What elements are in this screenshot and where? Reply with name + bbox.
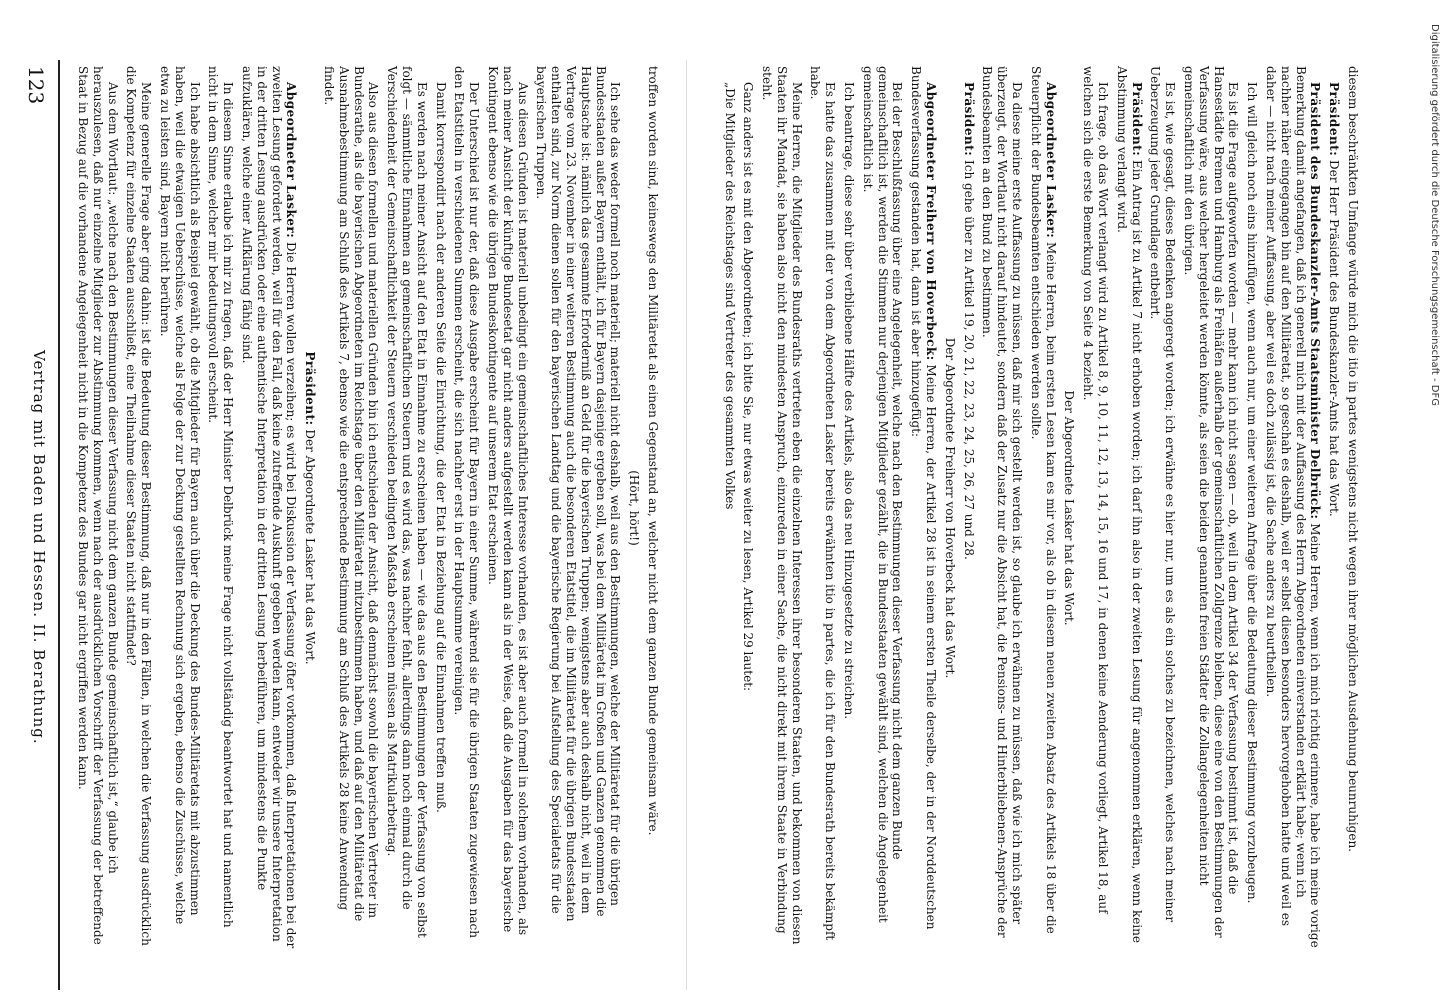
paragraph — [1263, 66, 1322, 950]
speaker-name: Präsident: — [1327, 82, 1342, 157]
paragraph — [321, 66, 380, 950]
paragraph — [534, 66, 623, 950]
paragraph-text: Also aus diesen formellen und materiellen Gründen bin ich entschieden der Ansicht, daß demnächst sowohl die bayerischen Vertreter im Bundesrathe, als die bayerischen Abgeordneten im Reichstage über den Militäretat mitzubestimmen haben, und daß auf den Militäretat die Ausnahmebestimmung am Schluß des Artikels 7, ebenso wie die entsprechende Bestimmung am Schluß des Artikels 28 keine Anwendung findet. — [322, 66, 381, 922]
paragraph — [1148, 66, 1178, 950]
running-title: Vertrag mit Baden und Hessen. II. Berathung. — [30, 350, 48, 745]
speaker-name: Präsident: — [1129, 82, 1144, 157]
paragraph — [124, 66, 154, 950]
paragraph-text: Bei der Beschlußfassung über eine Angelegenheit, welche nach den Bestimmungen dieser Verfassung nicht dem ganzen Bunde gemeinschaftlich ist, werden die Stimmen nur derjenigen Mitglieder gezählt, die in Bundesstaaten gewählt sind, welchen die Angelegenheit gemeinschaftlich ist. — [860, 66, 905, 923]
paragraph-text: diesem beschränkten Umfange würde mich die itio in partes wenigstens nicht wegen ihrer möglichen Ausdehnung beunruhigen. — [1346, 66, 1360, 852]
paragraph — [841, 66, 856, 950]
paragraph-text: Ich frage, ob das Wort verlangt wird zu Artikel 8, 9, 10, 11, 12, 13, 14, 15, 16 und 17, in denen keine Aenderung vorliegt, Artikel 18, auf welchen sich die erste Bemerkung von Seite 4 bezieht. — [1081, 66, 1111, 914]
paragraph-text: Meine Herren, der Artikel 28 ist in seinem ersten Theile derselbe, der in der Norddeutschen Bundesverfassung gestanden hat, dann ist aber hinzugefügt: — [909, 66, 939, 930]
paragraph — [433, 66, 448, 950]
paragraph — [1080, 66, 1110, 950]
paragraph-text: Es ist, wie gesagt, dieses Bedenken angeregt worden; ich erwähne es hier nur, um es als ein solches zu bezeichnen, welches nach meiner Ueberzeugung jeder Grundlage entbehrt. — [1148, 66, 1178, 923]
speaker-name: Abgeordneter Lasker: — [284, 82, 299, 239]
paragraph — [239, 66, 298, 950]
paragraph — [1326, 66, 1341, 950]
paragraph-text: Ganz anders ist es mit den Abgeordneten; ich bitte Sie, nur etwas weiter zu lesen, Artikel 29 lautet: — [741, 82, 756, 692]
dfg-watermark: Digitalisierung gefördert durch die Deutsche Forschungsgemeinschaft - DFG — [1429, 24, 1440, 407]
paragraph — [1028, 66, 1058, 950]
paragraph — [1244, 66, 1259, 950]
left-column — [40, 66, 660, 950]
speaker-name: Abgeordneter Lasker: — [1043, 82, 1058, 239]
paragraph — [206, 66, 236, 950]
paragraph-text: Der Unterschied ist nur der, daß diese Ausgabe erscheint für Bayern in einer Summe, während sie für die übrigen Staaten zugewiesen nach den Etatstiteln in verschiedenen Summen erscheint, die sich nachher erst in der Hauptsumme vereinigen. — [452, 66, 482, 938]
paragraph — [75, 66, 119, 950]
paragraph-text: Ich gehe über zu Artikel 19, 20, 21, 22, 23, 24, 25, 26, 27 und 28. — [961, 160, 976, 560]
paragraph — [860, 66, 904, 950]
paragraph — [908, 66, 938, 950]
paragraph-text: Aus diesen Gründen ist materiell unbedingt ein gemeinschaftliches Interesse vorhanden, es ist aber auch formell in solchem vorhanden, als nach meiner Ansicht der künftige Bundesetat gar nicht anders aufgestellt werden kann als in der Weise, daß die Ausgaben für das bayerische Kontingent ebenso wie die übrigen Bundeskontingente auf unserem Etat erscheinen. — [486, 66, 530, 936]
paragraph-text: Da diese meine erste Auffassung zu müssen, daß mir sich gestellt werden ist, so glaube ich erwähnen zu müssen, daß wie ich mich später überzeugt, der Wortlaut nicht darauf hindeutet, sondern daß der Zusatz nur die Absicht hat, die Pensions- und Hinterbliebenen-Ansprüche der Bundesbeamten an den Bund zu bestimmen. — [980, 66, 1025, 938]
paragraph-text: Ich sehe das weder formell noch materiell; materiell nicht deshalb, weil aus den Bestimmungen, welche der Militäretat für die übrigen Bundesstaaten außer Bayern enthält, ich für Bayern dasjenige ergeben soll, was bei dem Militäretat im Großen und Ganzen genommen die Hauptsache ist: nämlich das gesammte Erforderniß an Geld für die bayerischen Truppen; wenigstens aber auch deshalb nicht, weil in dem Vertrage vom 23. November in einer weiteren Bestimmung auch die besonderen Etatstitel, die im Militäretat für die übrigen Bundesstaaten enthalten sind, zur Norm dienen sollen für den bayerischen Landtag und die bayerische Regierung bei Aufstellung des Specialetats für die bayerischen Truppen. — [534, 66, 623, 922]
paragraph — [722, 66, 737, 950]
paragraph — [980, 66, 1024, 950]
speaker-name: Präsident: — [961, 82, 976, 157]
paragraph-text: Ein Antrag ist zu Artikel 7 nicht erhoben worden; ich darf ihn also in der zweiten Lesung für angenommen erklären, wenn keine Abstimmung verlangt wird. — [1114, 66, 1144, 943]
paragraph-text: Meine Herren, wenn ich mich richtig erinnere, habe ich meine vorige Bemerkung damit angefangen, daß ich generell mich mit der Auffassung des Herrn Abgeordneten einverstanden erklärt habe; wenn ich nachher näher eingegangen bin auf den Militäretat, so geschah es deshalb, weil er selbst diesen besonders hervorgehoben hatte und weil es daher — nicht nach meiner Auffassung, aber weil es doch zulässig ist, die Sache anders zu beurtheilen. — [1264, 66, 1323, 948]
paragraph-text: Meine Herren, die Mitglieder des Bundesraths vertreten eben die einzelnen Interessen ihrer besonderen Staaten, und bekommen von diesen Staaten ihr Mandat, sie haben also nicht den mindesten Anspruch, einzureden in einer Sache, die nicht direkt mit ihrem Staate in Verbindung steht. — [760, 66, 804, 945]
paragraph — [384, 66, 428, 950]
speaker-name: Präsident des Bundeskanzler-Amts Staatsminister Delbrück: — [1308, 82, 1323, 520]
paragraph-text: Ich habe absichtlich als Beispiel gewählt, ob die Mitglieder für Bayern auch über die Deckung des Bundes-Militäretats mit abzustimmen haben, weil die etwaigen Ueberschüsse, welche als Folge der zur Deckung gestellten Rechnung sich ergeben, ebenso die Zuschüsse, welche etwa zu leisten sind, Bayern nicht berühren. — [158, 66, 202, 925]
paragraph-text: (Hört, hört!) — [627, 470, 642, 546]
paragraph — [302, 66, 317, 950]
paragraph-text: Aus dem Wortlaut: „welche nach den Bestimmungen dieser Verfassung nicht dem ganzen Bunde gemeinschaftlich ist,“ glaube ich herauszulesen, daß nur einzelne Mitglieder zur Abstimmung kommen, wenn nach der ausdrücklichen Vorschrift der Verfassung der betreffende Staat in Bezug auf die vorhandene Angelegenheit nicht in die Kompetenz des Bundes gar nicht ergriffen werden kann. — [76, 66, 120, 945]
paragraph-text: Meine generelle Frage aber ging dahin: ist die Bedeutung dieser Bestimmung, daß nur in den Fällen, in welchen die Verfassung ausdrücklich die Kompetenz für einzelne Staaten ausschließt, eine Theilnahme dieser Staaten nicht stattfindet? — [124, 66, 154, 946]
paragraph-text: Es ist die Frage aufgeworfen worden — mehr kann ich nicht sagen — ob, weil in dem Artikel 34 der Verfassung bestimmt ist, daß die Hansestädte Bremen und Hamburg als Freihäfen außerhalb der gemeinschaftlichen Zollgrenze bleiben, diese eine von den Bestimmungen der Verfassung wäre, aus welcher hergeleitet werden könnte, als seien die beiden genannten freien Städter die Zollangelegenheiten nicht gemeinschaftlich mit den übrigen. — [1182, 66, 1241, 938]
paragraph-text: troffen worden sind, keineswegs den Militäretat als einen Gegenstand an, welcher nicht dem ganzen Bunde gemeinsam wäre. — [646, 66, 660, 836]
paragraph — [1345, 66, 1360, 950]
paragraph-text: Der Abgeordnete Freiherr von Hoverbeck hat das Wort. — [942, 337, 957, 679]
paragraph-text: Meine Herren, beim ersten Lesen kam es mir vor, als ob in diesem neuen zweiten Absatz des Artikels 18 über die Steuerpflicht der Bundesbeamten entschieden werden sollte. — [1028, 66, 1058, 934]
paragraph-text: Es hatte das zusammen mit der von dem Abgeordneten Lasker bereits erwähnten itio in partes, die ich für den Bundesrath bereits bekämpft habe. — [808, 66, 838, 941]
paragraph — [741, 66, 756, 950]
paragraph — [1114, 66, 1144, 950]
right-column — [722, 66, 1360, 950]
page-number: 123 — [24, 66, 48, 105]
paragraph — [808, 66, 838, 950]
paragraph-text: Ich beantrage, diese sehr über verbliebene Hälfte des Artikels, also das neu Hinzugesetzte zu streichen. — [842, 82, 857, 720]
paragraph-text: „Die Mitglieder des Reichstages sind Vertreter des gesammten Volkes — [722, 82, 737, 510]
paragraph-text: Der Herr Präsident des Bundeskanzler-Amts hat das Wort. — [1327, 160, 1342, 517]
paragraph — [452, 66, 482, 950]
paragraph — [1062, 66, 1077, 950]
paragraph-text: Der Abgeordnete Lasker hat das Wort. — [303, 429, 318, 665]
paragraph — [759, 66, 803, 950]
paragraph — [485, 66, 529, 950]
paragraph — [942, 66, 957, 950]
paragraph — [1181, 66, 1240, 950]
speaker-name: Präsident: — [303, 351, 318, 426]
paragraph-text: Der Abgeordnete Lasker hat das Wort. — [1062, 390, 1077, 626]
paragraph-text: Damit korrespondirt nach der anderen Seite die Einrichtung, die der Etat in Beziehung auf die Einnahmen treffen muß. — [433, 82, 448, 813]
paragraph-text: Die Herren wollen verzeihen; es wird bei Diskussion der Verfassung öfter vorkommen, daß Interpretationen bei der zweiten Lesung gefordert werden, weil für den Fall, daß keine zutreffende Auskunft gegeben werden kann, entweder wir unsere Interpretation in der dritten Lesung ausdrücken oder eine authentische Interpretation in der dritten Lesung herbeiführen, um mindestens die Punkte aufzuklären, welche einer Aufklärung fähig sind. — [240, 66, 299, 949]
paragraph — [961, 66, 976, 950]
speaker-name: Abgeordneter Freiherr von Hoverbeck: — [924, 82, 939, 361]
paragraph-text: In diesem Sinne erlaube ich mir zu fragen, daß der Herr Minister Delbrück meine Frage nicht vollständig beantwortet hat und namentlich nicht in dem Sinne, welcher mir bedeutungsvoll erscheint. — [206, 66, 236, 928]
paragraph-text: Es werden nach meiner Ansicht auf den Etat in Einnahme zu erscheinen haben — wie das aus den Bestimmungen der Verfassung von selbst folgt — sämmtliche Einnahmen an gemeinschaftlichen Steuern und es wird das, was nachher fehlt, allerdings dann noch einmal durch die Verschiedenheit der Gemeinschaftlichkeit der Steuern verschieden bedingten Maßstab erscheinen müssen als Matrikularbeitrag. — [385, 66, 429, 938]
paragraph — [645, 66, 660, 950]
paragraph-text: Ich will gleich noch eins hinzufügen, wenn auch nur, um einer weiteren Anfrage über die Bedeutung dieser Bestimmung vorzubeugen. — [1245, 82, 1260, 904]
paragraph — [157, 66, 201, 950]
column-divider — [686, 60, 687, 990]
paragraph — [626, 66, 641, 950]
